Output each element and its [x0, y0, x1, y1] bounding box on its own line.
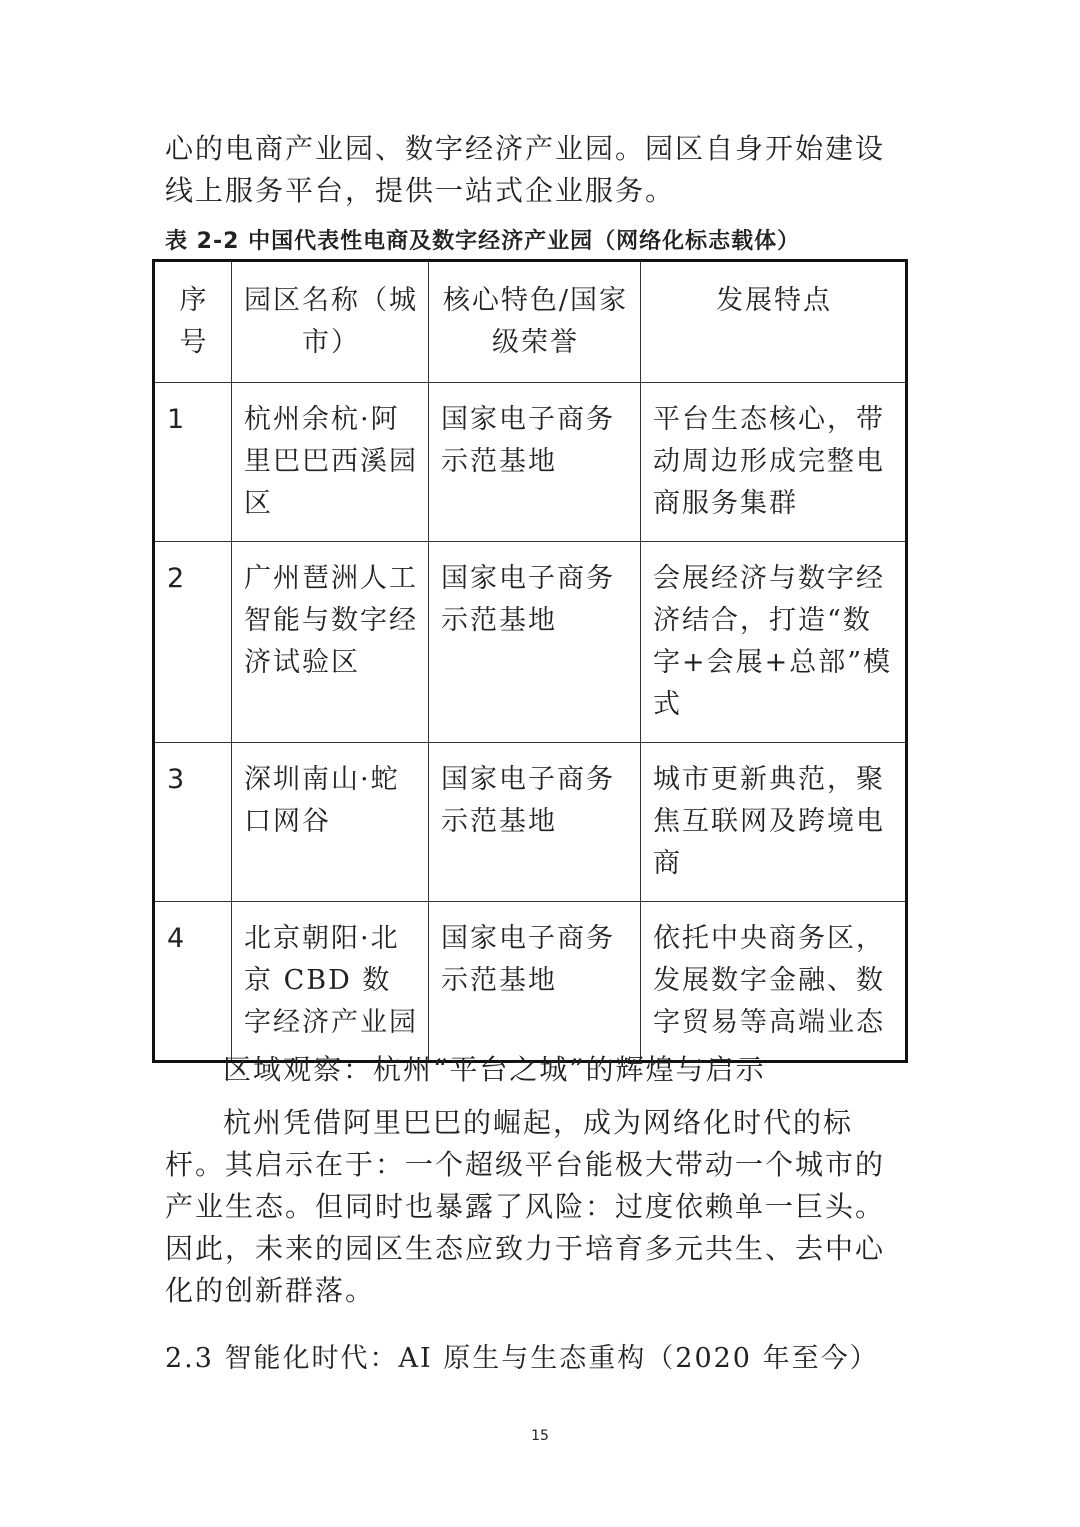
row-park-name: 广州琶洲人工智能与数字经济试验区 [232, 542, 429, 743]
row-development: 平台生态核心，带动周边形成完整电商服务集群 [641, 383, 907, 542]
row-core-feature: 国家电子商务示范基地 [429, 542, 641, 743]
row-development: 依托中央商务区，发展数字金融、数字贸易等高端业态 [641, 902, 907, 1062]
row-index: 4 [154, 902, 232, 1062]
row-index: 3 [154, 743, 232, 902]
row-development: 会展经济与数字经济结合，打造“数字+会展+总部”模式 [641, 542, 907, 743]
regional-observation-title: 区域观察：杭州“平台之城”的辉煌与启示 [223, 1053, 766, 1086]
table-row [154, 743, 907, 902]
section-heading: 2.3 智能化时代：AI 原生与生态重构（2020 年至今） [165, 1343, 879, 1374]
header-core-feature: 核心特色/国家级荣誉 [429, 261, 641, 383]
table-header-row [154, 261, 907, 383]
row-core-feature: 国家电子商务示范基地 [429, 743, 641, 902]
row-park-name: 深圳南山·蛇口网谷 [232, 743, 429, 902]
header-park-name: 园区名称（城市） [232, 261, 429, 383]
regional-observation-body: 杭州凭借阿里巴巴的崛起，成为网络化时代的标杆。其启示在于：一个超级平台能极大带动一个城市的产业生态。但同时也暴露了风险：过度依赖单一巨头。因此，未来的园区生态应致力于培育多元共生、去中心化的创新群落。 [165, 1106, 886, 1307]
table-row [154, 383, 907, 542]
row-core-feature: 国家电子商务示范基地 [429, 902, 641, 1062]
header-development: 发展特点 [641, 261, 907, 383]
header-index: 序号 [154, 261, 232, 383]
page-number: 15 [531, 1428, 549, 1444]
table-caption: 表 2-2 中国代表性电商及数字经济产业园（网络化标志载体） [165, 229, 801, 254]
row-index: 1 [154, 383, 232, 542]
row-development: 城市更新典范，聚焦互联网及跨境电商 [641, 743, 907, 902]
row-index: 2 [154, 542, 232, 743]
table-row [154, 902, 907, 1062]
intro-paragraph: 心的电商产业园、数字经济产业园。园区自身开始建设线上服务平台，提供一站式企业服务。 [165, 132, 886, 207]
row-park-name: 北京朝阳·北京 CBD 数字经济产业园 [232, 902, 429, 1062]
row-park-name: 杭州余杭·阿里巴巴西溪园区 [232, 383, 429, 542]
parks-table [152, 259, 908, 1063]
table-row [154, 542, 907, 743]
row-core-feature: 国家电子商务示范基地 [429, 383, 641, 542]
